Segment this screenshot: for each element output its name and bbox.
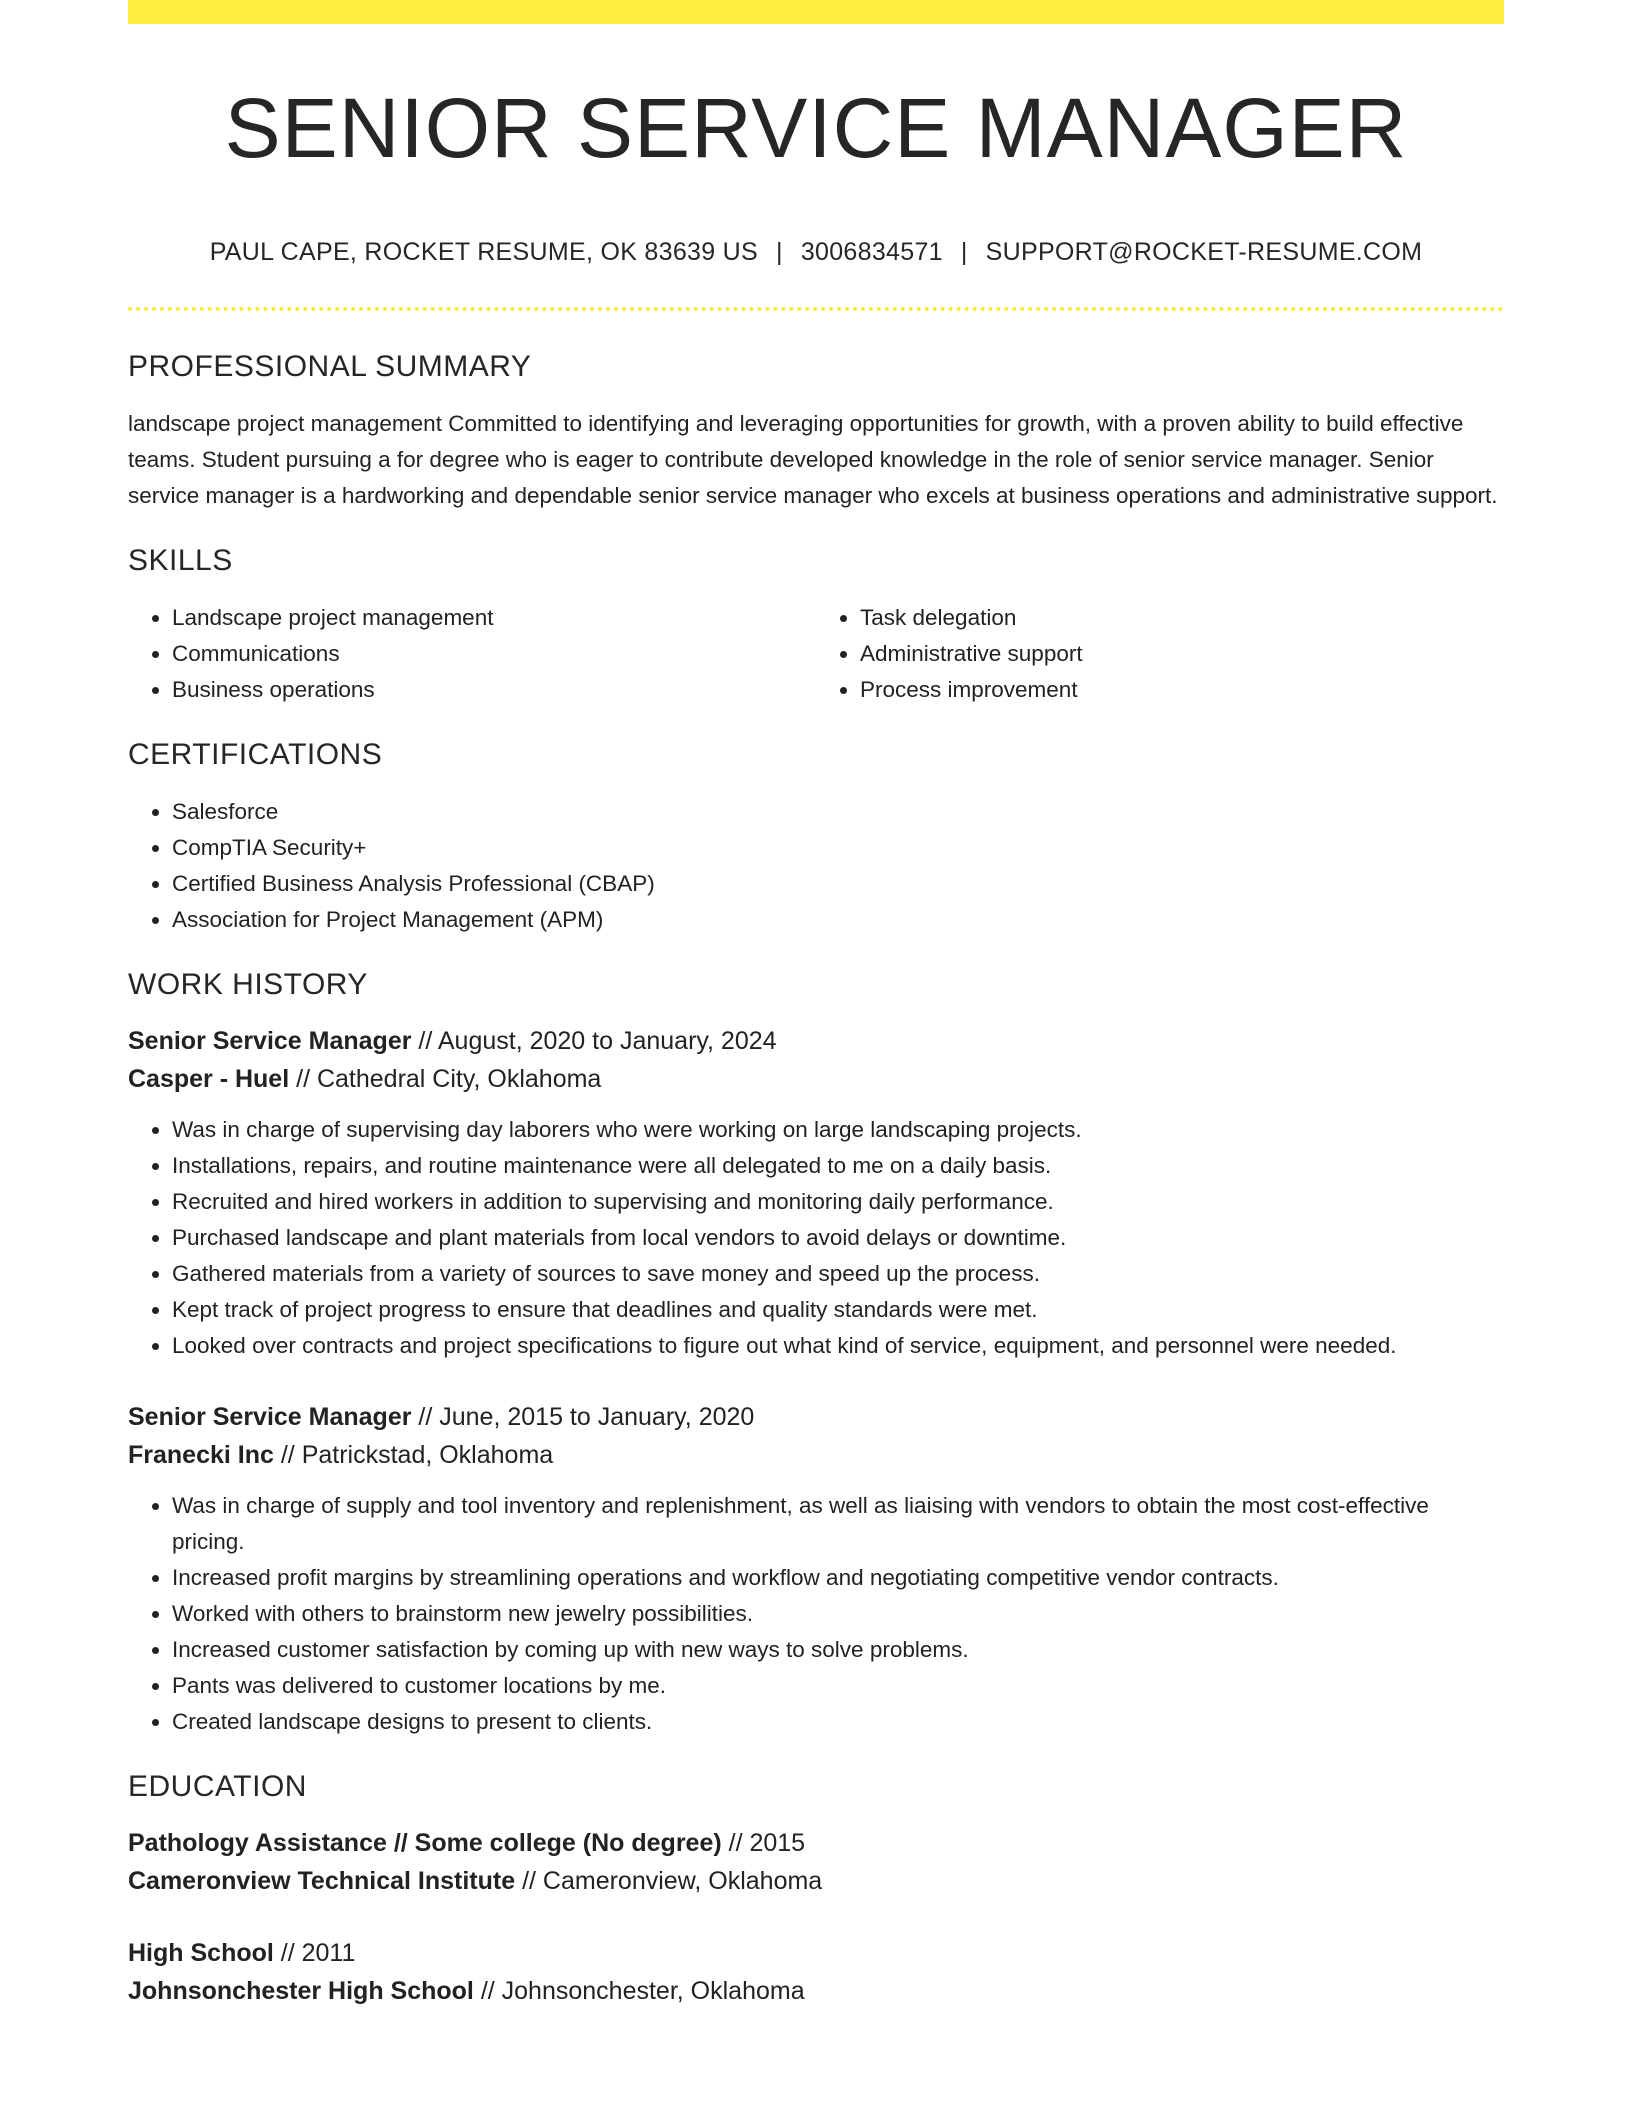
skills-left-list <box>128 600 816 708</box>
job-company-line <box>128 1436 1504 1474</box>
job-company-line <box>128 1060 1504 1098</box>
certification-item: • Certified Business Analysis Professional (CBAP) <box>172 866 1504 902</box>
education-entry <box>128 1934 1504 2010</box>
job-title: Senior Service Manager <box>128 1403 412 1431</box>
education-section <box>128 1770 1504 2010</box>
education-entry <box>128 1824 1504 1900</box>
education-school: Cameronview Technical Institute <box>128 1867 516 1895</box>
skill-item: • Administrative support <box>860 636 1504 672</box>
job-bullet: • Recruited and hired workers in addition to supervising and monitoring daily performance. <box>172 1184 1504 1220</box>
education-degree-line <box>128 1824 1504 1862</box>
skills-right-list <box>816 600 1504 708</box>
job-title: Senior Service Manager <box>128 1027 412 1055</box>
resume-body <box>128 350 1504 2010</box>
summary-text: landscape project management Committed to identifying and leveraging opportunities for growth, with a proven ability to build effective teams. Student pursuing a for degree who is eager to contribute developed knowledge in the role of senior service manager. Senior service manager is a hardworking and dependable senior service manager who excels at business operations and administrative support. <box>128 411 1498 508</box>
job-dates: // June, 2015 to January, 2020 <box>411 1403 755 1431</box>
contact-phone: 3006834571 <box>800 238 943 266</box>
education-school-line <box>128 1862 1504 1900</box>
job-bullet: • Increased profit margins by streamlining operations and workflow and negotiating competitive vendor contracts. <box>172 1560 1504 1596</box>
certifications-list <box>128 794 1504 938</box>
job-location: // Patrickstad, Oklahoma <box>273 1441 554 1469</box>
job-title-line <box>128 1022 1504 1060</box>
education-degree: Pathology Assistance // Some college (No degree) <box>128 1829 722 1857</box>
job-entry <box>128 1398 1504 1740</box>
contact-separator: | <box>776 238 783 266</box>
contact-email: SUPPORT@ROCKET-RESUME.COM <box>985 238 1423 266</box>
contact-address: PAUL CAPE, ROCKET RESUME, OK 83639 US <box>209 238 759 266</box>
job-bullet: • Purchased landscape and plant materials from local vendors to avoid delays or downtime. <box>172 1220 1504 1256</box>
skill-item: • Business operations <box>172 672 816 708</box>
education-heading: EDUCATION <box>128 1770 307 1803</box>
certification-item: • Association for Project Management (APM) <box>172 902 1504 938</box>
job-location: // Cathedral City, Oklahoma <box>289 1065 602 1093</box>
skills-heading: SKILLS <box>128 544 233 577</box>
certifications-heading: CERTIFICATIONS <box>128 738 383 771</box>
job-bullet: • Increased customer satisfaction by coming up with new ways to solve problems. <box>172 1632 1504 1668</box>
skill-item: • Communications <box>172 636 816 672</box>
skill-item: • Task delegation <box>860 600 1504 636</box>
contact-line <box>128 238 1504 267</box>
skills-section <box>128 544 1504 708</box>
education-year: // 2011 <box>273 1939 356 1967</box>
top-accent-bar <box>128 0 1504 24</box>
job-dates: // August, 2020 to January, 2024 <box>411 1027 777 1055</box>
job-company: Franecki Inc <box>128 1441 274 1469</box>
job-bullets <box>128 1112 1504 1364</box>
job-entry <box>128 1022 1504 1364</box>
certification-item: • CompTIA Security+ <box>172 830 1504 866</box>
skill-item: • Landscape project management <box>172 600 816 636</box>
job-bullet: • Worked with others to brainstorm new jewelry possibilities. <box>172 1596 1504 1632</box>
job-bullet: • Installations, repairs, and routine maintenance were all delegated to me on a daily basis. <box>172 1148 1504 1184</box>
job-bullet: • Kept track of project progress to ensure that deadlines and quality standards were met. <box>172 1292 1504 1328</box>
education-location: // Johnsonchester, Oklahoma <box>473 1977 805 2005</box>
work-history-heading: WORK HISTORY <box>128 968 368 1001</box>
education-year: // 2015 <box>721 1829 806 1857</box>
education-location: // Cameronview, Oklahoma <box>515 1867 823 1895</box>
job-bullets <box>128 1488 1504 1740</box>
job-bullet: • Pants was delivered to customer locations by me. <box>172 1668 1504 1704</box>
contact-separator: | <box>960 238 968 266</box>
dotted-divider <box>128 307 1504 311</box>
skill-item: • Process improvement <box>860 672 1504 708</box>
education-school-line <box>128 1972 1504 2010</box>
certification-item: • Salesforce <box>172 794 1504 830</box>
job-bullet: • Was in charge of supply and tool inventory and replenishment, as well as liaising with vendors to obtain the most cost-effective pricing. <box>172 1488 1504 1560</box>
job-bullet: • Created landscape designs to present to clients. <box>172 1704 1504 1740</box>
education-degree: High School <box>128 1939 274 1967</box>
summary-section <box>128 350 1504 514</box>
job-bullet: • Was in charge of supervising day laborers who were working on large landscaping projects. <box>172 1112 1504 1148</box>
education-school: Johnsonchester High School <box>128 1977 474 2005</box>
work-history-section <box>128 968 1504 1740</box>
certifications-section <box>128 738 1504 938</box>
education-degree-line <box>128 1934 1504 1972</box>
summary-heading: PROFESSIONAL SUMMARY <box>128 350 532 383</box>
job-bullet: • Gathered materials from a variety of sources to save money and speed up the process. <box>172 1256 1504 1292</box>
job-title-line <box>128 1398 1504 1436</box>
resume-title: SENIOR SERVICE MANAGER <box>224 81 1408 175</box>
job-bullet: • Looked over contracts and project specifications to figure out what kind of service, equipment, and personnel were needed. <box>172 1328 1504 1364</box>
skills-columns <box>128 600 1504 708</box>
job-company: Casper - Huel <box>128 1065 290 1093</box>
